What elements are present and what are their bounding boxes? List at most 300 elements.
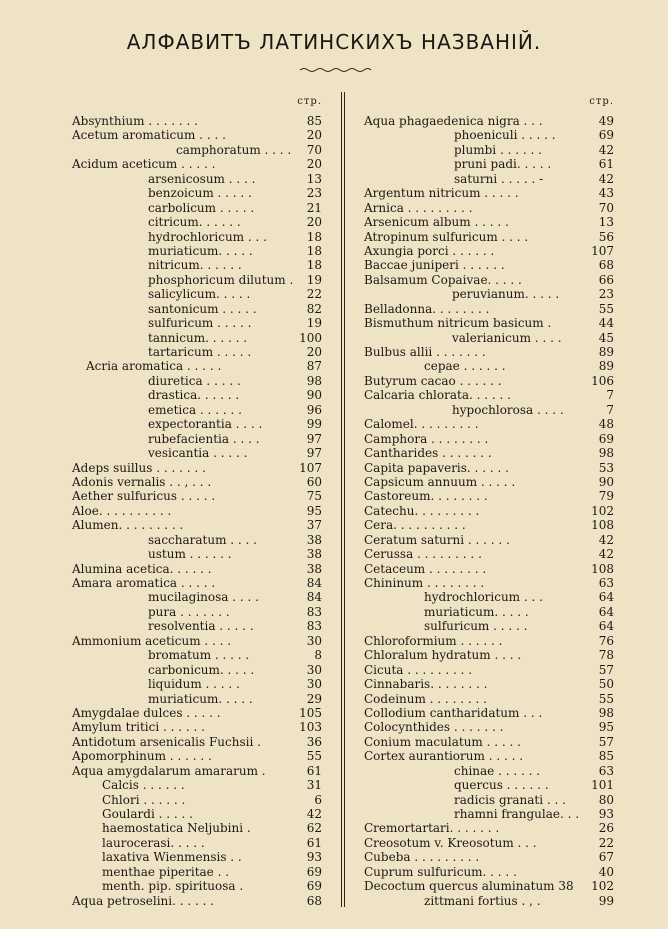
entry-name: vesicantia . . . . .	[148, 446, 248, 461]
entry-name: phosphoricum dilutum .	[148, 272, 294, 287]
entry-page: 48	[598, 417, 614, 432]
entry-page: 31	[306, 778, 322, 793]
index-entry	[364, 489, 614, 503]
entry-name: quercus . . . . . .	[454, 778, 549, 793]
index-entry	[364, 605, 614, 619]
entry-page: 96	[306, 402, 322, 417]
entry-name: laurocerasi. . . . .	[102, 835, 205, 850]
entry-name: Butyrum cacao . . . . . .	[364, 373, 502, 388]
entry-name: Aqua phagaedenica nigra . . .	[364, 114, 543, 128]
index-entry	[364, 533, 614, 547]
entry-name: drastica. . . . . .	[148, 388, 240, 403]
entry-page: 55	[598, 691, 614, 706]
entry-page: 75	[306, 489, 322, 504]
index-entry	[364, 331, 614, 345]
entry-name: hydrochloricum . . .	[424, 590, 543, 605]
index-entry	[72, 446, 322, 460]
entry-name: Cetaceum . . . . . . . .	[364, 561, 487, 576]
index-entry	[72, 821, 322, 835]
entry-name: benzoicum . . . . .	[148, 186, 252, 201]
entry-name: Baccae juniperi . . . . . .	[364, 258, 505, 273]
entry-page: 89	[598, 359, 614, 374]
index-entry	[364, 547, 614, 561]
entry-name: Cinnabaris. . . . . . . .	[364, 677, 488, 692]
entry-name: carbolicum . . . . .	[148, 200, 255, 215]
entry-page: 42	[306, 807, 322, 821]
entry-page: 90	[598, 474, 614, 489]
entry-name: Cera. . . . . . . . . .	[364, 518, 466, 533]
entry-name: diuretica . . . . .	[148, 373, 241, 388]
index-entry	[72, 836, 322, 850]
entry-page: 69	[598, 431, 614, 446]
index-entry	[72, 157, 322, 171]
entry-name: Calcis . . . . . .	[102, 778, 185, 793]
entry-name: Creosotum v. Kreosotum . . .	[364, 835, 537, 850]
entry-name: Collodium cantharidatum . . .	[364, 705, 543, 720]
index-entry	[364, 172, 614, 186]
right-entries	[364, 114, 614, 908]
entry-page: 95	[598, 720, 614, 735]
entry-name: haemostatica Neljubini .	[102, 821, 251, 836]
entry-name: citricum. . . . . .	[148, 215, 241, 230]
index-entry	[72, 403, 322, 417]
entry-page: 18	[306, 258, 322, 273]
entry-page: 42	[598, 142, 614, 157]
entry-page: 38	[306, 547, 322, 562]
page-col-header: стр.	[297, 96, 322, 107]
index-entry	[72, 230, 322, 244]
entry-name: Amylum tritici . . . . . .	[72, 720, 205, 735]
entry-page: 64	[598, 604, 614, 619]
entry-name: Cicuta . . . . . . . . .	[364, 662, 473, 677]
entry-page: 30	[306, 662, 322, 677]
entry-name: phoeniculi . . . . .	[454, 128, 556, 143]
entry-page: 100	[299, 330, 322, 345]
entry-name: Adeps suillus . . . . . . .	[72, 460, 206, 475]
entry-page: 108	[591, 561, 614, 576]
index-entry	[364, 446, 614, 460]
entry-page: 108	[591, 518, 614, 533]
entry-page: 57	[598, 734, 614, 749]
entry-page: 37	[306, 518, 322, 533]
entry-name: expectorantia . . . .	[148, 417, 263, 432]
entry-page: 20	[306, 157, 322, 172]
entry-page: 89	[598, 345, 614, 359]
index-entry	[72, 302, 322, 316]
entry-name: Antidotum arsenicalis Fuchsii .	[72, 734, 261, 749]
entry-name: saccharatum . . . .	[148, 532, 257, 547]
entry-page: 97	[306, 431, 322, 446]
entry-page: 82	[306, 301, 322, 316]
entry-page: 69	[598, 128, 614, 143]
entry-page: 64	[598, 590, 614, 605]
entry-name: Apomorphinum . . . . . .	[72, 749, 212, 764]
entry-name: Conium maculatum . . . . .	[364, 734, 521, 749]
index-entry	[364, 302, 614, 316]
entry-page: 36	[306, 734, 322, 749]
index-entry	[364, 230, 614, 244]
index-entry	[364, 244, 614, 258]
entry-name: Calomel. . . . . . . . .	[364, 417, 479, 432]
entry-name: Cremortartari. . . . . . .	[364, 821, 500, 836]
entry-page: 20	[306, 345, 322, 359]
index-entry	[72, 677, 322, 691]
index-entry	[72, 778, 322, 792]
entry-name: valerianicum . . . .	[452, 330, 562, 345]
index-entry	[364, 273, 614, 287]
entry-name: tartaricum . . . . .	[148, 345, 252, 359]
entry-name: saturni . . . . . -	[454, 171, 544, 186]
ornament-divider	[298, 66, 373, 74]
index-entry	[364, 807, 614, 821]
entry-name: Cantharides . . . . . . .	[364, 446, 492, 461]
index-entry	[72, 359, 322, 373]
entry-name: rhamni frangulae. . .	[454, 807, 580, 821]
entry-page: 69	[306, 864, 322, 879]
index-entry	[72, 244, 322, 258]
entry-name: Calcaria chlorata. . . . . .	[364, 388, 511, 403]
entry-name: salicylicum. . . . .	[148, 287, 251, 302]
entry-name: Axungia porci . . . . . .	[364, 243, 495, 258]
index-entry	[72, 533, 322, 547]
entry-name: carbonicum. . . . .	[148, 662, 255, 677]
index-entry	[72, 879, 322, 893]
entry-page: 80	[598, 792, 614, 807]
entry-page: 55	[598, 301, 614, 316]
entry-name: Chloroformium . . . . . .	[364, 633, 503, 648]
index-entry	[72, 114, 322, 128]
entry-name: pruni padi. . . . .	[454, 157, 552, 172]
entry-name: radicis granati . . .	[454, 792, 566, 807]
index-entry	[72, 388, 322, 402]
entry-name: muriaticum. . . . .	[148, 691, 253, 706]
entry-name: Arnica . . . . . . . . .	[364, 200, 473, 215]
entry-page: 103	[299, 720, 322, 735]
entry-page: 23	[306, 186, 322, 201]
index-entry	[72, 619, 322, 633]
entry-name: Belladonna. . . . . . . .	[364, 301, 490, 316]
index-entry	[72, 201, 322, 215]
index-entry	[364, 403, 614, 417]
entry-name: hypochlorosa . . . .	[452, 402, 564, 417]
entry-page: 60	[306, 474, 322, 489]
entry-page: 76	[598, 633, 614, 648]
entry-page: 106	[591, 373, 614, 388]
entry-name: Capsicum annuum . . . . .	[364, 474, 516, 489]
index-entry	[364, 128, 614, 142]
entry-name: Goulardi . . . . .	[102, 807, 193, 821]
entry-name: Ceratum saturni . . . . . .	[364, 532, 510, 547]
index-entry	[72, 547, 322, 561]
index-entry	[72, 562, 322, 576]
index-entry	[72, 706, 322, 720]
index-entry	[364, 677, 614, 691]
index-entry	[72, 172, 322, 186]
index-entry	[364, 821, 614, 835]
entry-name: Chloralum hydratum . . . .	[364, 648, 522, 663]
entry-name: menth. pip. spirituosa .	[102, 879, 244, 894]
index-entry	[72, 634, 322, 648]
entry-name: bromatum . . . . .	[148, 648, 250, 663]
entry-name: arsenicosum . . . .	[148, 171, 256, 186]
entry-page: 61	[598, 157, 614, 172]
entry-name: Acetum aromaticum . . . .	[72, 128, 226, 143]
entry-name: cepae . . . . . .	[424, 359, 506, 374]
entry-page: 68	[598, 258, 614, 273]
entry-page: 62	[306, 821, 322, 836]
entry-page: 30	[306, 677, 322, 692]
entry-name: Capita papaveris. . . . . .	[364, 460, 509, 475]
entry-page: 19	[306, 316, 322, 331]
index-entry	[72, 865, 322, 879]
index-entry	[364, 778, 614, 792]
index-entry	[364, 865, 614, 879]
index-entry	[364, 475, 614, 489]
index-entry	[364, 215, 614, 229]
entry-page: 56	[598, 229, 614, 244]
entry-name: Adonis vernalis . . , . . .	[72, 474, 212, 489]
entry-page: 22	[598, 835, 614, 850]
entry-name: nitricum. . . . . .	[148, 258, 242, 273]
entry-name: resolventia . . . . .	[148, 619, 254, 634]
index-entry	[72, 432, 322, 446]
entry-name: liquidum . . . . .	[148, 677, 240, 692]
index-entry	[72, 518, 322, 532]
entry-name: mucilaginosa . . . .	[148, 590, 259, 605]
index-entry	[72, 461, 322, 475]
index-entry	[364, 749, 614, 763]
index-entry	[72, 273, 322, 287]
entry-name: Acidum aceticum . . . . .	[72, 157, 216, 172]
entry-page: 102	[591, 503, 614, 518]
index-entry	[72, 692, 322, 706]
entry-page: 97	[306, 446, 322, 461]
entry-page: 30	[306, 633, 322, 648]
entry-page: 61	[306, 763, 322, 778]
entry-name: Aqua amygdalarum amararum .	[72, 763, 266, 778]
entry-page: 83	[306, 619, 322, 634]
entry-page: 83	[306, 604, 322, 619]
entry-page: 98	[306, 373, 322, 388]
page-title: АЛФАВИТЪ ЛАТИНСКИХЪ НАЗВАНІЙ.	[126, 30, 542, 54]
entry-page: 29	[306, 691, 322, 706]
index-entry	[364, 764, 614, 778]
entry-page: 61	[306, 835, 322, 850]
entry-page: 19	[306, 272, 322, 287]
entry-name: Amara aromatica . . . . .	[72, 576, 216, 590]
entry-name: Decoctum quercus aluminatum 38	[364, 879, 574, 894]
index-entry	[364, 114, 614, 128]
entry-page: 7	[606, 388, 614, 403]
entry-name: Cerussa . . . . . . . . .	[364, 547, 482, 562]
left-column	[72, 96, 322, 908]
entry-page: 67	[598, 850, 614, 865]
index-entry	[364, 432, 614, 446]
index-entry	[72, 504, 322, 518]
entry-page: 18	[306, 243, 322, 258]
entry-page: 95	[306, 503, 322, 518]
index-entry	[72, 331, 322, 345]
entry-page: 70	[306, 142, 322, 157]
entry-name: emetica . . . . . .	[148, 402, 242, 417]
entry-name: Argentum nitricum . . . . .	[364, 186, 519, 201]
index-entry	[72, 374, 322, 388]
entry-name: muriaticum. . . . .	[148, 243, 253, 258]
index-entry	[364, 345, 614, 359]
entry-page: 93	[598, 807, 614, 821]
entry-page: 70	[598, 200, 614, 215]
entry-page: 64	[598, 619, 614, 634]
index-entry	[364, 879, 614, 893]
entry-name: Chlori . . . . . .	[102, 792, 186, 807]
index-entry	[72, 186, 322, 200]
entry-name: Castoreum. . . . . . . .	[364, 489, 488, 504]
entry-page: 57	[598, 662, 614, 677]
entry-page: 101	[591, 778, 614, 793]
index-entry	[364, 316, 614, 330]
entry-name: Balsamum Copaivae. . . . .	[364, 272, 522, 287]
entry-name: sulfuricum . . . . .	[424, 619, 528, 634]
index-entry	[72, 793, 322, 807]
index-entry	[364, 735, 614, 749]
entry-page: 63	[598, 576, 614, 590]
index-entry	[364, 634, 614, 648]
entry-name: Chininum . . . . . . . .	[364, 576, 485, 590]
index-entry	[364, 619, 614, 633]
index-entry	[364, 706, 614, 720]
index-entry	[364, 287, 614, 301]
entry-page: 55	[306, 749, 322, 764]
entry-name: ustum . . . . . .	[148, 547, 232, 562]
index-entry	[72, 720, 322, 734]
index-entry	[72, 663, 322, 677]
entry-name: peruvianum. . . . .	[452, 287, 560, 302]
entry-page: 23	[598, 287, 614, 302]
entry-page: 68	[306, 893, 322, 908]
index-entry	[364, 894, 614, 908]
entry-name: Aether sulfuricus . . . . .	[72, 489, 216, 504]
index-entry	[72, 735, 322, 749]
entry-name: plumbi . . . . . .	[454, 142, 542, 157]
entry-page: 20	[306, 128, 322, 143]
index-entry	[72, 287, 322, 301]
index-entry	[72, 576, 322, 590]
entry-page: 102	[591, 879, 614, 894]
index-entry	[72, 417, 322, 431]
entry-page: 84	[306, 590, 322, 605]
entry-name: Alumina acetica. . . . . .	[72, 561, 212, 576]
entry-page: 18	[306, 229, 322, 244]
entry-name: chinae . . . . . .	[454, 763, 541, 778]
index-entry	[72, 489, 322, 503]
entry-page: 99	[306, 417, 322, 432]
entry-name: Alumen. . . . . . . . .	[72, 518, 184, 533]
index-entry	[72, 648, 322, 662]
index-entry	[72, 475, 322, 489]
index-entry	[364, 562, 614, 576]
index-entry	[364, 720, 614, 734]
index-entry	[72, 605, 322, 619]
index-entry	[364, 663, 614, 677]
index-entry	[364, 258, 614, 272]
index-entry	[364, 359, 614, 373]
entry-page: 13	[306, 171, 322, 186]
entry-page: 7	[606, 402, 614, 417]
entry-page: 105	[299, 705, 322, 720]
index-entry	[364, 576, 614, 590]
index-entry	[364, 201, 614, 215]
index-entry	[364, 518, 614, 532]
entry-page: 44	[598, 316, 614, 331]
index-entry	[364, 850, 614, 864]
left-entries	[72, 114, 322, 908]
index-entry	[72, 850, 322, 864]
entry-name: camphoratum . . . .	[176, 142, 292, 157]
entry-page: 22	[306, 287, 322, 302]
entry-page: 87	[306, 359, 322, 374]
entry-page: 53	[598, 460, 614, 475]
entry-page: 99	[598, 893, 614, 908]
index-entry	[364, 648, 614, 662]
entry-page: 40	[598, 864, 614, 879]
entry-name: Amygdalae dulces . . . . .	[72, 705, 221, 720]
index-entry	[364, 157, 614, 171]
index-entry	[364, 836, 614, 850]
entry-page: 38	[306, 561, 322, 576]
index-entry	[364, 186, 614, 200]
index-entry	[72, 128, 322, 142]
entry-name: menthae piperitae . .	[102, 864, 230, 879]
index-entry	[364, 793, 614, 807]
entry-name: Catechu. . . . . . . . .	[364, 503, 480, 518]
index-entry	[364, 417, 614, 431]
index-entry	[364, 143, 614, 157]
entry-page: 42	[598, 547, 614, 562]
entry-name: muriaticum. . . . .	[424, 604, 529, 619]
entry-page: 26	[598, 821, 614, 836]
entry-page: 85	[598, 749, 614, 764]
entry-page: 84	[306, 576, 322, 590]
entry-page: 13	[598, 215, 614, 230]
entry-name: zittmani fortius . , .	[424, 893, 541, 908]
page-col-header: стр.	[589, 96, 614, 107]
entry-page: 21	[306, 200, 322, 215]
entry-page: 85	[306, 114, 322, 128]
entry-name: Cortex aurantiorum . . . . .	[364, 749, 524, 764]
entry-name: Ammonium aceticum . . . .	[72, 633, 232, 648]
entry-name: Camphora . . . . . . . .	[364, 431, 489, 446]
index-entry	[364, 461, 614, 475]
entry-name: hydrochloricum . . .	[148, 229, 267, 244]
index-entry	[72, 749, 322, 763]
entry-page: 98	[598, 446, 614, 461]
entry-page: 20	[306, 215, 322, 230]
entry-name: Bismuthum nitricum basicum .	[364, 316, 552, 331]
entry-page: 43	[598, 186, 614, 201]
index-entry	[364, 504, 614, 518]
column-rule-1	[341, 92, 342, 907]
entry-page: 63	[598, 763, 614, 778]
entry-name: tannicum. . . . . .	[148, 330, 248, 345]
entry-name: rubefacientia . . . .	[148, 431, 260, 446]
index-entry	[72, 590, 322, 604]
entry-page: 93	[306, 850, 322, 865]
entry-page: 50	[598, 677, 614, 692]
index-entry	[72, 764, 322, 778]
entry-name: Cubeba . . . . . . . . .	[364, 850, 480, 865]
entry-name: santonicum . . . . .	[148, 301, 257, 316]
index-entry	[364, 590, 614, 604]
